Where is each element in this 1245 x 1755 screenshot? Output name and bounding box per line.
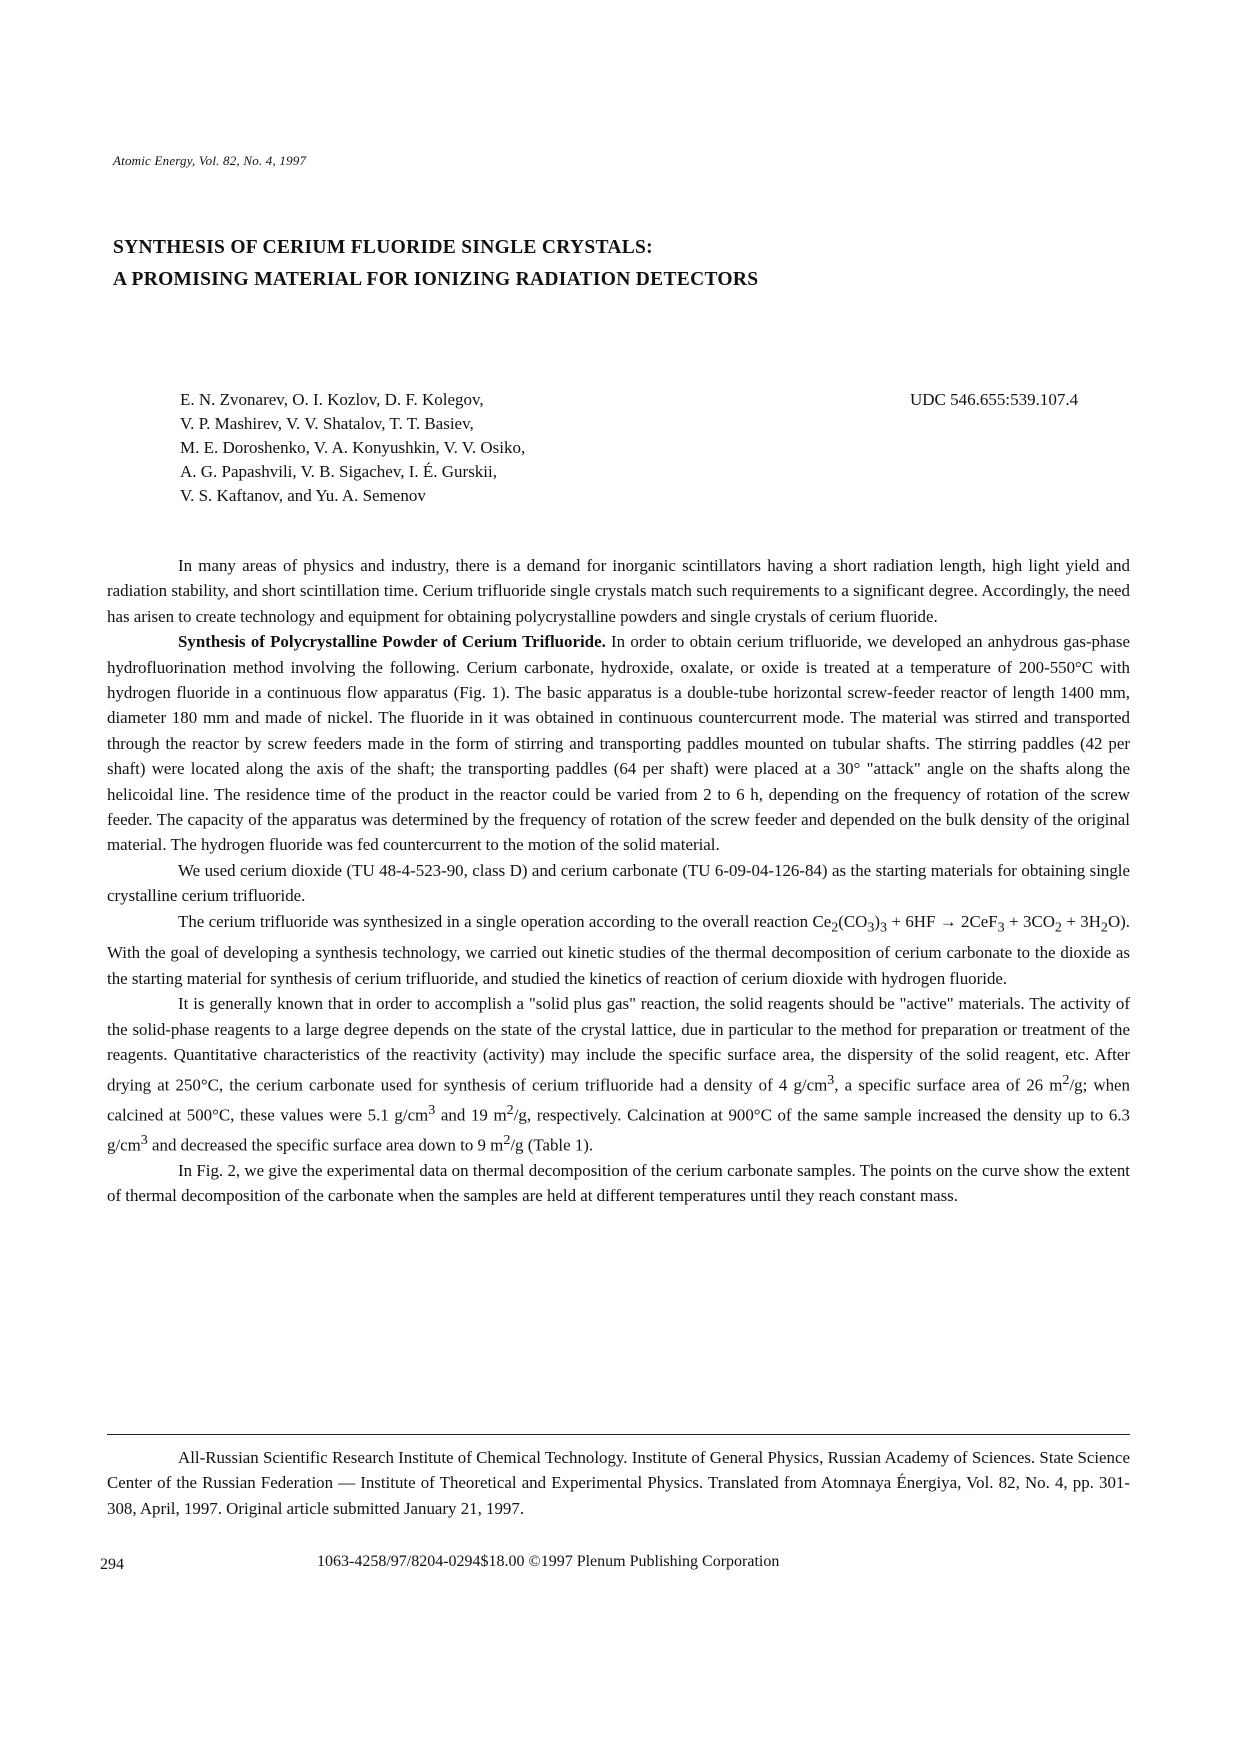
text-run: O). With the goal of developing a synthesis technology, we carried out kinetic studies of the thermal decomposition of cerium carbonate to the dioxide as the starting material for synthesis of cerium trifluoride, and studied the kinetics of reaction of cerium dioxide with hydrogen fluoride. (107, 911, 1130, 988)
page-number: 294 (100, 1556, 124, 1573)
text-run: /g (Table 1). (510, 1135, 594, 1155)
footnote-divider (107, 1434, 1130, 1435)
title-line-2: A PROMISING MATERIAL FOR IONIZING RADIATION DETECTORS (113, 269, 759, 290)
text-run: , a specific surface area of 26 m (834, 1075, 1063, 1095)
paragraph-fig2: In Fig. 2, we give the experimental data on thermal decomposition of the cerium carbonate samples. The points on the curve show the extent of thermal decomposition of the carbonate when the samples are held at different temperatures until they reach constant mass. (107, 1160, 1130, 1205)
text-run: The cerium trifluoride was synthesized in a single operation according to the overall reaction Ce (178, 911, 832, 931)
superscript: 2 (506, 1101, 514, 1118)
superscript: 2 (1062, 1071, 1070, 1088)
paragraph-materials: We used cerium dioxide (TU 48-4-523-90, class D) and cerium carbonate (TU 6-09-04-126-84) as the starting materials for obtaining single crystalline cerium trifluoride. (107, 860, 1130, 906)
author-line: A. G. Papashvili, V. B. Sigachev, I. É. Gurskii, (180, 462, 498, 481)
text-run: /g, respectively. Calcination at 900°C of the same sample increased the density up to 6.3 g/cm (107, 1105, 1131, 1155)
text-run: + 3CO (1004, 911, 1055, 931)
text-run: (CO (838, 911, 868, 931)
subscript: 2 (1100, 919, 1108, 936)
paragraph-reaction (107, 909, 1130, 992)
subscript: 2 (1054, 919, 1062, 936)
text-run: It is generally known that in order to accomplish a "solid plus gas" reaction, the solid reagents should be "active" materials. The activity of the solid-phase reagents to a large degree depends on the state of the crystal lattice, due in particular to the method for preparation or treatment of the reagents. Quantitative characteristics of the reactivity (activity) may include the specific surface area, the dispersity of the solid reagent, etc. After drying at 250°C, the cerium carbonate used for synthesis of cerium trifluoride had a density of 4 g/cm (107, 994, 1130, 1095)
author-list (180, 388, 525, 508)
paragraph-activity (107, 991, 1130, 1157)
text-run: and decreased the specific surface area down to 9 m (147, 1135, 504, 1155)
superscript: 3 (140, 1131, 148, 1148)
text-run: and 19 m (435, 1105, 507, 1125)
paragraph-synthesis (107, 629, 1130, 858)
text-run: + 6HF → 2CeF (887, 911, 998, 931)
author-line: V. S. Kaftanov, and Yu. A. Semenov (180, 486, 426, 505)
subscript: 3 (867, 919, 875, 936)
author-line: M. E. Doroshenko, V. A. Konyushkin, V. V. Osiko, (180, 438, 526, 457)
superscript: 3 (428, 1101, 436, 1118)
paragraph-intro: In many areas of physics and industry, there is a demand for inorganic scintillators having a short radiation length, high light yield and radiation stability, and short scintillation time. Cerium trifluoride single crystals match such requirements to a significant degree. Accordingly, the need has arisen to create technology and equipment for obtaining polycrystalline powders and single crystals of cerium fluoride. (107, 556, 1130, 626)
footnote-text: All-Russian Scientific Research Institute of Chemical Technology. Institute of General Physics, Russian Academy of Sciences. State Science Center of the Russian Federation — Institute of Theoretical and Experimental Physics. Translated from Atomnaya Énergiya, Vol. 82, No. 4, pp. 301-308, April, 1997. Original article submitted January 21, 1997. (107, 1448, 1130, 1518)
author-line: E. N. Zvonarev, O. I. Kozlov, D. F. Kolegov, (180, 390, 484, 409)
footnote (107, 1445, 1130, 1521)
superscript: 2 (503, 1131, 511, 1148)
section-heading: Synthesis of Polycrystalline Powder of Cerium Trifluoride. (178, 632, 606, 652)
title-line-1: SYNTHESIS OF CERIUM FLUORIDE SINGLE CRYSTALS: (113, 237, 653, 258)
text-run: + 3H (1061, 911, 1101, 931)
text-run: ) (874, 911, 881, 931)
subscript: 2 (831, 919, 839, 936)
article-title (113, 232, 1113, 296)
copyright-line: 1063-4258/97/8204-0294$18.00 ©1997 Plenum Publishing Corporation (317, 1553, 780, 1570)
superscript: 3 (827, 1071, 835, 1088)
article-body (107, 553, 1130, 1208)
journal-citation: Atomic Energy, Vol. 82, No. 4, 1997 (113, 153, 307, 168)
author-line: V. P. Mashirev, V. V. Shatalov, T. T. Basiev, (180, 414, 474, 433)
subscript: 3 (880, 919, 888, 936)
text-run: /g; when calcined at 500°C, these values were 5.1 g/cm (107, 1075, 1130, 1125)
subscript: 3 (997, 919, 1005, 936)
paragraph-text: In order to obtain cerium trifluoride, we developed an anhydrous gas-phase hydrofluorination method involving the following. Cerium carbonate, hydroxide, oxalate, or oxide is treated at a temperature of 200-550°C with hydrogen fluoride in a continuous flow apparatus (Fig. 1). The basic apparatus is a double-tube horizontal screw-feeder reactor of length 1400 mm, diameter 180 mm and made of nickel. The fluoride in it was obtained in continuous countercurrent mode. The material was stirred and transported through the reactor by screw feeders made in the form of stirring and transporting paddles mounted on tubular shafts. The stirring paddles (42 per shaft) were located along the axis of the shaft; the transporting paddles (64 per shaft) were placed at a 30° "attack" angle on the shafts along the helicoidal line. The residence time of the product in the reactor could be varied from 2 to 6 h, depending on the frequency of rotation of the screw feeder. The capacity of the apparatus was determined by the frequency of rotation of the screw feeder and depended on the bulk density of the original material. The hydrogen fluoride was fed countercurrent to the motion of the solid material. (107, 632, 1131, 855)
udc-code: UDC 546.655:539.107.4 (910, 390, 1079, 409)
